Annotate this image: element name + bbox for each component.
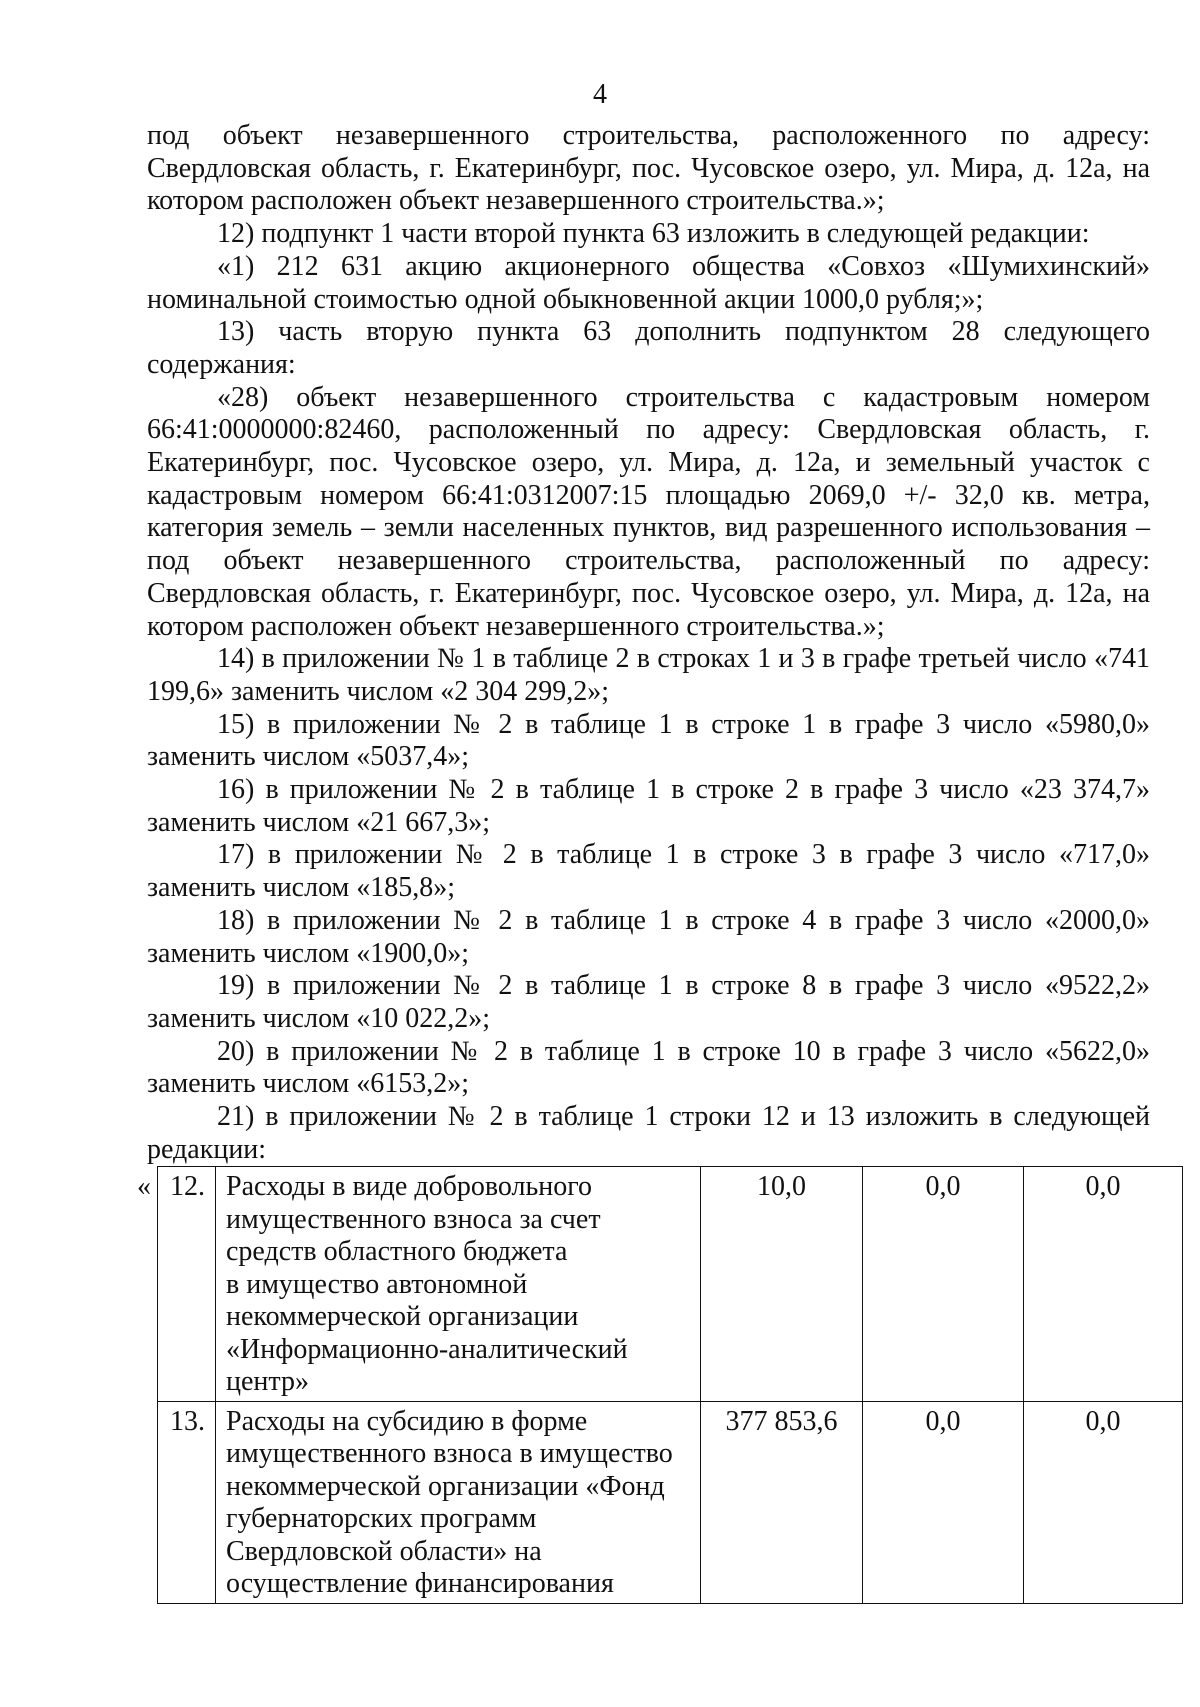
paragraph-item-19: 19) в приложении № 2 в таблице 1 в строке 8 в графе 3 число «9522,2» заменить числом «10 022,2»; xyxy=(147,970,1150,1034)
row-number: 12. xyxy=(158,1167,216,1402)
paragraph-continuation: под объект незавершенного строительства, расположенного по адресу: Свердловская область, г. Екатеринбург, пос. Чусовское озеро, ул. Мира, д. 12а, на котором расположен объект незавершенного строительства.»; xyxy=(147,120,1150,217)
paragraph-item-16: 16) в приложении № 2 в таблице 1 в строке 2 в графе 3 число «23 374,7» заменить числом «21 667,3»; xyxy=(147,774,1150,838)
row-value-2: 0,0 xyxy=(863,1401,1024,1603)
paragraph-item-14: 14) в приложении № 1 в таблице 2 в строках 1 и 3 в графе третьей число «741 199,6» заменить числом «2 304 299,2»; xyxy=(147,643,1150,707)
table-opening-quote: « xyxy=(137,1171,151,1202)
paragraph-item-18: 18) в приложении № 2 в таблице 1 в строке 4 в графе 3 число «2000,0» заменить числом «1900,0»; xyxy=(147,904,1150,969)
paragraph-item-21: 21) в приложении № 2 в таблице 1 строки 12 и 13 изложить в следующей редакции: xyxy=(147,1101,1150,1165)
table-row xyxy=(158,1401,1183,1603)
paragraph-item-12: 12) подпункт 1 части второй пункта 63 изложить в следующей редакции: xyxy=(217,218,1090,250)
row-value-1: 377 853,6 xyxy=(701,1401,863,1603)
row-value-1: 10,0 xyxy=(701,1167,863,1402)
page-number: 4 xyxy=(593,79,607,110)
paragraph-item-13: 13) часть вторую пункта 63 дополнить подпунктом 28 следующего содержания: xyxy=(147,316,1150,380)
row-value-2: 0,0 xyxy=(863,1167,1024,1402)
row-value-3: 0,0 xyxy=(1024,1401,1183,1603)
row-description: Расходы на субсидию в форме имущественного взноса в имущество некоммерческой организации «Фонд губернаторских программ Свердловской области» на осуществление финансирования xyxy=(216,1401,701,1603)
paragraph-item-20: 20) в приложении № 2 в таблице 1 в строке 10 в графе 3 число «5622,0» заменить числом «6153,2»; xyxy=(147,1035,1150,1100)
paragraph-item-15: 15) в приложении № 2 в таблице 1 в строке 1 в графе 3 число «5980,0» заменить числом «5037,4»; xyxy=(147,708,1150,773)
document-body xyxy=(147,120,1150,1167)
row-value-3: 0,0 xyxy=(1024,1167,1183,1402)
replacement-table xyxy=(157,1166,1183,1604)
paragraph-item-17: 17) в приложении № 2 в таблице 1 в строке 3 в графе 3 число «717,0» заменить числом «185,8»; xyxy=(147,839,1150,904)
row-number: 13. xyxy=(158,1401,216,1603)
paragraph-item-13-text: «28) объект незавершенного строительства с кадастровым номером 66:41:0000000:82460, расположенный по адресу: Свердловская область, г. Екатеринбург, пос. Чусовское озеро, ул. Мира, д. 12а, и земельный участок с кадастровым номером 66:41:0312007:15 площадью 2069,0 +/- 32,0 кв. метра, категория земель – земли населенных пунктов, вид разрешенного использования – под объект незавершенного строительства, расположенный по адресу: Свердловская область, г. Екатеринбург, пос. Чусовское озеро, ул. Мира, д. 12а, на котором расположен объект незавершенного строительства.»; xyxy=(147,381,1150,642)
table-row xyxy=(158,1167,1183,1402)
paragraph-item-12-text: «1) 212 631 акцию акционерного общества «Совхоз «Шумихинский» номинальной стоимостью одной обыкновенной акции 1000,0 рубля;»; xyxy=(147,250,1150,315)
row-description: Расходы в виде добровольного имущественного взноса за счет средств областного бюджета в имущество автономной некоммерческой организации «Информационно-аналитический центр» xyxy=(216,1167,701,1402)
